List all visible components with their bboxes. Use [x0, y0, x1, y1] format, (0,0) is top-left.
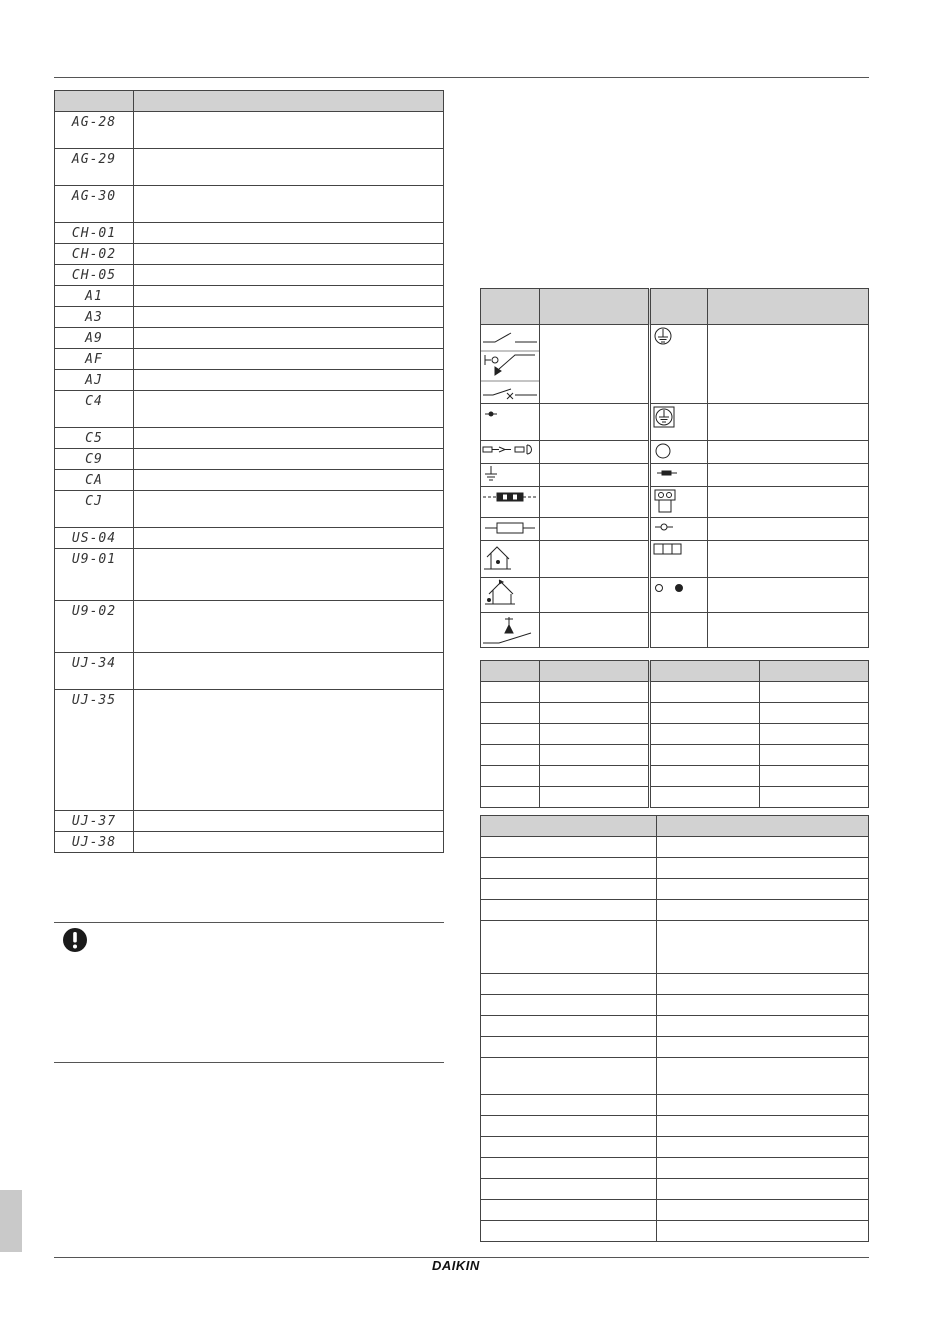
error-description — [134, 328, 444, 349]
outdoor-unit-cell — [481, 578, 540, 613]
error-description — [134, 149, 444, 186]
table-cell — [481, 1200, 657, 1221]
exclamation-notice-icon — [62, 927, 88, 953]
table-cell — [657, 837, 869, 858]
table-cell — [481, 837, 657, 858]
error-description — [134, 832, 444, 853]
table-cell — [760, 787, 869, 808]
open-circle-cell — [650, 441, 708, 464]
table-row — [481, 404, 869, 441]
error-description — [134, 653, 444, 690]
noiseless-earth-cell — [650, 404, 708, 441]
header-rule — [54, 77, 869, 78]
error-description — [134, 470, 444, 491]
table-cell — [650, 682, 760, 703]
table-row — [481, 464, 869, 487]
table-cell — [481, 974, 657, 995]
table-cell — [657, 1037, 869, 1058]
error-code: AG-28 — [55, 112, 134, 149]
table-cell — [657, 1095, 869, 1116]
table-cell — [481, 1116, 657, 1137]
table-cell — [760, 703, 869, 724]
column-header — [657, 816, 869, 837]
column-header — [650, 661, 760, 682]
symbol-meaning — [708, 518, 869, 541]
table-row — [481, 613, 869, 648]
table-cell — [760, 682, 869, 703]
error-description — [134, 307, 444, 328]
meaning-column-header — [540, 289, 650, 325]
table-row — [55, 328, 444, 349]
table-row — [55, 265, 444, 286]
chapter-side-tab — [0, 1190, 22, 1252]
error-code: C9 — [55, 449, 134, 470]
error-code: C4 — [55, 391, 134, 428]
table-cell — [481, 879, 657, 900]
table-row — [55, 349, 444, 370]
table-row — [55, 832, 444, 853]
table-row — [481, 974, 869, 995]
table-cell — [481, 1058, 657, 1095]
terminal-strip-icon — [651, 487, 681, 515]
error-code: U9-01 — [55, 549, 134, 601]
terminal-icon — [651, 518, 677, 536]
table-row — [481, 900, 869, 921]
table-row — [55, 491, 444, 528]
table-row — [481, 995, 869, 1016]
table-cell — [657, 995, 869, 1016]
table-row — [481, 325, 869, 404]
error-code: US-04 — [55, 528, 134, 549]
error-code: UJ-37 — [55, 811, 134, 832]
column-header — [481, 816, 657, 837]
table-cell — [481, 703, 540, 724]
table-cell — [481, 995, 657, 1016]
table-cell — [657, 1158, 869, 1179]
table-row — [481, 1179, 869, 1200]
symbol-meaning — [540, 541, 650, 578]
table-cell — [657, 974, 869, 995]
connector-cell — [481, 441, 540, 464]
table-cell — [760, 766, 869, 787]
table-row — [481, 1037, 869, 1058]
symbol-meaning — [540, 578, 650, 613]
column-header — [760, 661, 869, 682]
notice-box — [54, 922, 444, 1063]
switch-symbols-cell — [481, 325, 540, 404]
error-code: A9 — [55, 328, 134, 349]
table-row — [481, 724, 869, 745]
legend-table — [480, 815, 869, 1242]
table-cell — [657, 1221, 869, 1242]
terminal-strip-cell — [650, 541, 708, 578]
error-description — [134, 223, 444, 244]
table-cell — [657, 1137, 869, 1158]
table-row — [481, 1137, 869, 1158]
color-table — [480, 660, 869, 808]
table-cell — [650, 766, 760, 787]
symbol-column-header — [481, 289, 540, 325]
error-code: AG-30 — [55, 186, 134, 223]
open-closed-terminal-cell — [650, 578, 708, 613]
earth-icon — [481, 464, 539, 484]
terminal-icon — [651, 441, 675, 461]
table-cell — [481, 766, 540, 787]
table-cell — [657, 1058, 869, 1095]
symbol-meaning — [540, 518, 650, 541]
indoor-unit-icon — [481, 541, 539, 577]
symbol-meaning — [708, 441, 869, 464]
table-row — [55, 307, 444, 328]
table-row — [481, 879, 869, 900]
error-description — [134, 391, 444, 428]
indoor-unit-cell — [481, 541, 540, 578]
terminal-strip-cell — [650, 487, 708, 518]
table-row — [55, 653, 444, 690]
table-row — [481, 1116, 869, 1137]
open-closed-terminal-icon — [651, 578, 695, 598]
symbol-meaning — [540, 441, 650, 464]
symbol-meaning — [708, 464, 869, 487]
table-row — [55, 112, 444, 149]
symbol-meaning — [708, 541, 869, 578]
table-cell — [481, 682, 540, 703]
table-row — [55, 449, 444, 470]
symbol-meaning — [708, 487, 869, 518]
terminal-strip-icon — [651, 541, 685, 557]
table-cell — [657, 921, 869, 974]
table-row — [55, 428, 444, 449]
error-description — [134, 370, 444, 391]
error-code: UJ-34 — [55, 653, 134, 690]
table-cell — [657, 1016, 869, 1037]
table-row — [55, 391, 444, 428]
code-column-header — [55, 91, 134, 112]
table-row — [481, 703, 869, 724]
table-cell — [657, 858, 869, 879]
outdoor-unit-icon — [481, 578, 539, 612]
table-row — [481, 1095, 869, 1116]
table-cell — [481, 921, 657, 974]
error-code: A1 — [55, 286, 134, 307]
symbol-meaning — [540, 464, 650, 487]
connector-icon — [481, 441, 539, 459]
table-cell — [481, 1137, 657, 1158]
table-cell — [650, 745, 760, 766]
table-row — [55, 370, 444, 391]
table-cell — [481, 900, 657, 921]
wire-clamp-cell — [650, 464, 708, 487]
error-code: CA — [55, 470, 134, 491]
protective-earth-icon — [651, 325, 675, 347]
table-row — [481, 1221, 869, 1242]
table-row — [55, 186, 444, 223]
table-row — [55, 149, 444, 186]
table-cell — [481, 1179, 657, 1200]
table-cell — [481, 1095, 657, 1116]
table-cell — [540, 787, 650, 808]
table-row — [481, 682, 869, 703]
table-row — [481, 1058, 869, 1095]
field-wiring-cell — [481, 487, 540, 518]
table-row — [55, 286, 444, 307]
table-row — [481, 745, 869, 766]
table-header-row — [481, 661, 869, 682]
table-cell — [481, 787, 540, 808]
error-code: CJ — [55, 491, 134, 528]
table-header-row — [55, 91, 444, 112]
symbol-column-header — [650, 289, 708, 325]
error-description — [134, 349, 444, 370]
table-cell — [540, 703, 650, 724]
table-cell — [657, 900, 869, 921]
table-row — [481, 1200, 869, 1221]
column-header — [540, 661, 650, 682]
switch-icon — [481, 325, 539, 403]
table-cell — [481, 858, 657, 879]
brand-logo: DAIKIN — [432, 1258, 480, 1273]
error-code: CH-05 — [55, 265, 134, 286]
table-cell — [657, 1116, 869, 1137]
table-row — [481, 1158, 869, 1179]
table-cell — [657, 879, 869, 900]
table-row — [55, 244, 444, 265]
table-cell — [760, 745, 869, 766]
error-description — [134, 811, 444, 832]
symbol-meaning — [708, 404, 869, 441]
protective-earth-cell — [650, 325, 708, 404]
error-description — [134, 690, 444, 811]
error-code: UJ-38 — [55, 832, 134, 853]
fuse-icon — [481, 518, 539, 538]
table-cell — [540, 766, 650, 787]
terminal-cell — [481, 404, 540, 441]
table-cell — [481, 1158, 657, 1179]
symbol-meaning — [540, 404, 650, 441]
error-description — [134, 601, 444, 653]
symbol-meaning — [708, 325, 869, 404]
error-code: CH-02 — [55, 244, 134, 265]
error-code: UJ-35 — [55, 690, 134, 811]
terminal-icon — [481, 404, 539, 424]
table-row — [481, 441, 869, 464]
symbol-meaning — [708, 578, 869, 613]
circuit-breaker-cell — [481, 613, 540, 648]
table-row — [55, 223, 444, 244]
table-row — [481, 578, 869, 613]
error-code-table — [54, 90, 444, 853]
table-cell — [650, 724, 760, 745]
column-header — [481, 661, 540, 682]
error-description — [134, 449, 444, 470]
table-row — [481, 787, 869, 808]
table-cell — [540, 682, 650, 703]
symbol-meaning — [540, 487, 650, 518]
earth-cell — [481, 464, 540, 487]
error-description — [134, 244, 444, 265]
table-cell — [650, 703, 760, 724]
table-header-row — [481, 289, 869, 325]
error-code: A3 — [55, 307, 134, 328]
table-row — [55, 601, 444, 653]
table-cell — [481, 745, 540, 766]
table-row — [55, 811, 444, 832]
symbol-meaning — [540, 613, 650, 648]
table-row — [481, 766, 869, 787]
symbol-cell — [650, 613, 708, 648]
table-row — [55, 470, 444, 491]
field-wiring-icon — [481, 487, 539, 507]
error-description — [134, 549, 444, 601]
table-row — [481, 858, 869, 879]
table-cell — [657, 1200, 869, 1221]
fuse-cell — [481, 518, 540, 541]
error-code: AF — [55, 349, 134, 370]
error-description — [134, 491, 444, 528]
error-description — [134, 528, 444, 549]
small-terminal-cell — [650, 518, 708, 541]
error-code: AJ — [55, 370, 134, 391]
wire-clamp-icon — [651, 464, 681, 482]
table-row — [481, 1016, 869, 1037]
table-cell — [760, 724, 869, 745]
error-code: C5 — [55, 428, 134, 449]
error-code: U9-02 — [55, 601, 134, 653]
table-cell — [481, 1221, 657, 1242]
table-row — [481, 487, 869, 518]
error-code: CH-01 — [55, 223, 134, 244]
table-cell — [481, 724, 540, 745]
error-description — [134, 112, 444, 149]
table-row — [55, 549, 444, 601]
table-row — [481, 837, 869, 858]
meaning-column-header — [708, 289, 869, 325]
error-description — [134, 265, 444, 286]
table-cell — [481, 1016, 657, 1037]
table-row — [481, 921, 869, 974]
table-cell — [650, 787, 760, 808]
error-description — [134, 186, 444, 223]
table-row — [55, 690, 444, 811]
wiring-symbols-table — [480, 288, 869, 648]
symbol-meaning — [540, 325, 650, 404]
table-row — [481, 518, 869, 541]
error-description — [134, 286, 444, 307]
error-description — [134, 428, 444, 449]
table-cell — [540, 724, 650, 745]
table-header-row — [481, 816, 869, 837]
circuit-breaker-icon — [481, 613, 539, 647]
description-column-header — [134, 91, 444, 112]
table-cell — [540, 745, 650, 766]
table-cell — [481, 1037, 657, 1058]
error-code: AG-29 — [55, 149, 134, 186]
table-cell — [657, 1179, 869, 1200]
symbol-meaning — [708, 613, 869, 648]
table-row — [481, 541, 869, 578]
table-row — [55, 528, 444, 549]
noiseless-earth-icon — [651, 404, 677, 430]
